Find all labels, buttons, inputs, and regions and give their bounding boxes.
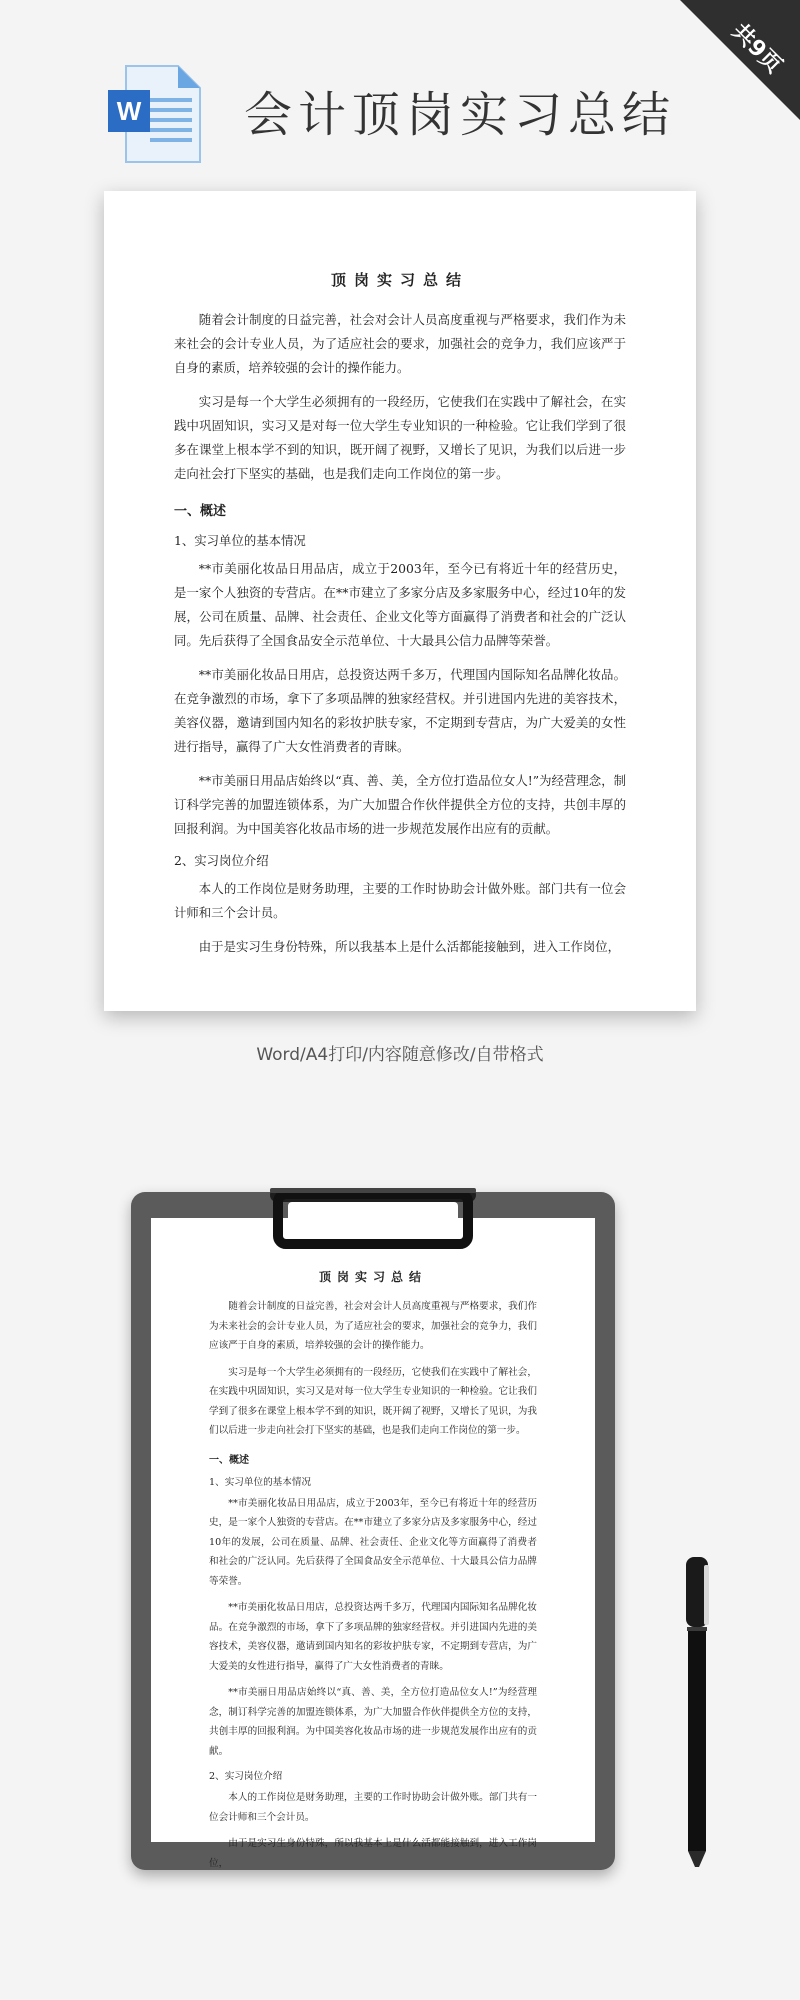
section-heading-overview: 一、概述 [174, 504, 227, 519]
svg-text:W: W [116, 96, 142, 126]
page-title: 会计顶岗实习总结 [244, 87, 677, 143]
subsection-heading-unit: 1、实习单位的基本情况 [174, 533, 306, 548]
intro-paragraph-2: 实习是每一个大学生必须拥有的一段经历，它使我们在实践中了解社会，在实践中巩固知识，实习又是对每一位大学生专业知识的一种检验。它让我们学到了很多在课堂上根本学不到的知识，既开阔了视野，又增长了见识，为我们以后进一步走向社会打下坚实的基础，也是我们走向工作岗位的第一步。 [174, 394, 626, 481]
body-paragraph-4: 本人的工作岗位是财务助理，主要的工作时协助会计做外账。部门共有一位会计师和三个会计员。 [209, 1792, 537, 1823]
body-paragraph-2: **市美丽化妆品日用店，总投资达两千多万，代理国内国际知名品牌化妆品。在竞争激烈的市场，拿下了多项品牌的独家经营权。并引进国内先进的美容技术，美容仪器，邀请到国内知名的彩妆护肤专家，不定期到专营店，为广大爱美的女性进行指导，赢得了广大女性消费者的青睐。 [174, 667, 626, 754]
clipboard-paper [151, 1218, 595, 1869]
body-paragraph-1: **市美丽化妆品日用品店，成立于2003年，至今已有将近十年的经营历史，是一家个人独资的专营店。在**市建立了多家分店及多家服务中心，经过10年的发展，公司在质量、品牌、社会责任、企业文化等方面赢得了消费者和社会的广泛认同。先后获得了全国食品安全示范单位、十大最具公信力品牌等荣誉。 [209, 1497, 537, 1587]
body-paragraph-5: 由于是实习生身份特殊，所以我基本上是什么活都能接触到，进入工作岗位， [198, 939, 621, 954]
format-caption: Word/A4打印/内容随意修改/自带格式 [256, 1045, 544, 1065]
body-paragraph-3: **市美丽日用品店始终以“真、善、美，全方位打造品位女人!”为经营理念，制订科学完善的加盟连锁体系，为广大加盟合作伙伴提供全方位的支持，共创丰厚的回报利润。为中国美容化妆品市场的进一步规范发展作出应有的贡献。 [209, 1687, 537, 1757]
intro-paragraph-1: 随着会计制度的日益完善，社会对会计人员高度重视与严格要求，我们作为未来社会的会计专业人员，为了适应社会的要求，加强社会的竞争力，我们应该严于自身的素质，培养较强的会计的操作能力。 [174, 312, 626, 375]
pen-icon [682, 1553, 712, 1869]
document-title: 顶岗实习总结 [318, 1270, 427, 1284]
body-paragraph-4: 本人的工作岗位是财务助理，主要的工作时协助会计做外账。部门共有一位会计师和三个会计员。 [174, 881, 626, 920]
document-title: 顶岗实习总结 [330, 271, 469, 289]
subsection-heading-position: 2、实习岗位介绍 [209, 1771, 283, 1782]
body-paragraph-3: **市美丽日用品店始终以“真、善、美，全方位打造品位女人!”为经营理念，制订科学完善的加盟连锁体系，为广大加盟合作伙伴提供全方位的支持，共创丰厚的回报利润。为中国美容化妆品市场的进一步规范发展作出应有的贡献。 [174, 773, 626, 836]
word-document-icon [104, 62, 204, 166]
document-preview-page [104, 191, 696, 1011]
intro-paragraph-2: 实习是每一个大学生必须拥有的一段经历，它使我们在实践中了解社会，在实践中巩固知识，实习又是对每一位大学生专业知识的一种检验。它让我们学到了很多在课堂上根本学不到的知识，既开阔了视野，又增长了见识，为我们以后进一步走向社会打下坚实的基础，也是我们走向工作岗位的第一步。 [209, 1366, 537, 1436]
body-paragraph-5: 由于是实习生身份特殊，所以我基本上是什么活都能接触到，进入工作岗位， [209, 1838, 537, 1869]
binder-clip-icon [268, 1180, 478, 1246]
subsection-heading-unit: 1、实习单位的基本情况 [209, 1476, 312, 1488]
page-count-text: 共9页 [726, 19, 787, 79]
section-heading-overview: 一、概述 [209, 1454, 249, 1466]
intro-paragraph-1: 随着会计制度的日益完善，社会对会计人员高度重视与严格要求，我们作为未来社会的会计专业人员，为了适应社会的要求，加强社会的竞争力，我们应该严于自身的素质，培养较强的会计的操作能力。 [209, 1301, 537, 1351]
clipboard-mockup [131, 1192, 615, 1870]
subsection-heading-position: 2、实习岗位介绍 [174, 853, 269, 868]
body-paragraph-2: **市美丽化妆品日用店，总投资达两千多万，代理国内国际知名品牌化妆品。在竞争激烈的市场，拿下了多项品牌的独家经营权。并引进国内先进的美容技术，美容仪器，邀请到国内知名的彩妆护肤专家，不定期到专营店，为广大爱美的女性进行指导，赢得了广大女性消费者的青睐。 [209, 1602, 537, 1672]
body-paragraph-1: **市美丽化妆品日用品店，成立于2003年，至今已有将近十年的经营历史，是一家个人独资的专营店。在**市建立了多家分店及多家服务中心，经过10年的发展，公司在质量、品牌、社会责任、企业文化等方面赢得了消费者和社会的广泛认同。先后获得了全国食品安全示范单位、十大最具公信力品牌等荣誉。 [174, 561, 626, 648]
page-count-badge [680, 0, 800, 120]
